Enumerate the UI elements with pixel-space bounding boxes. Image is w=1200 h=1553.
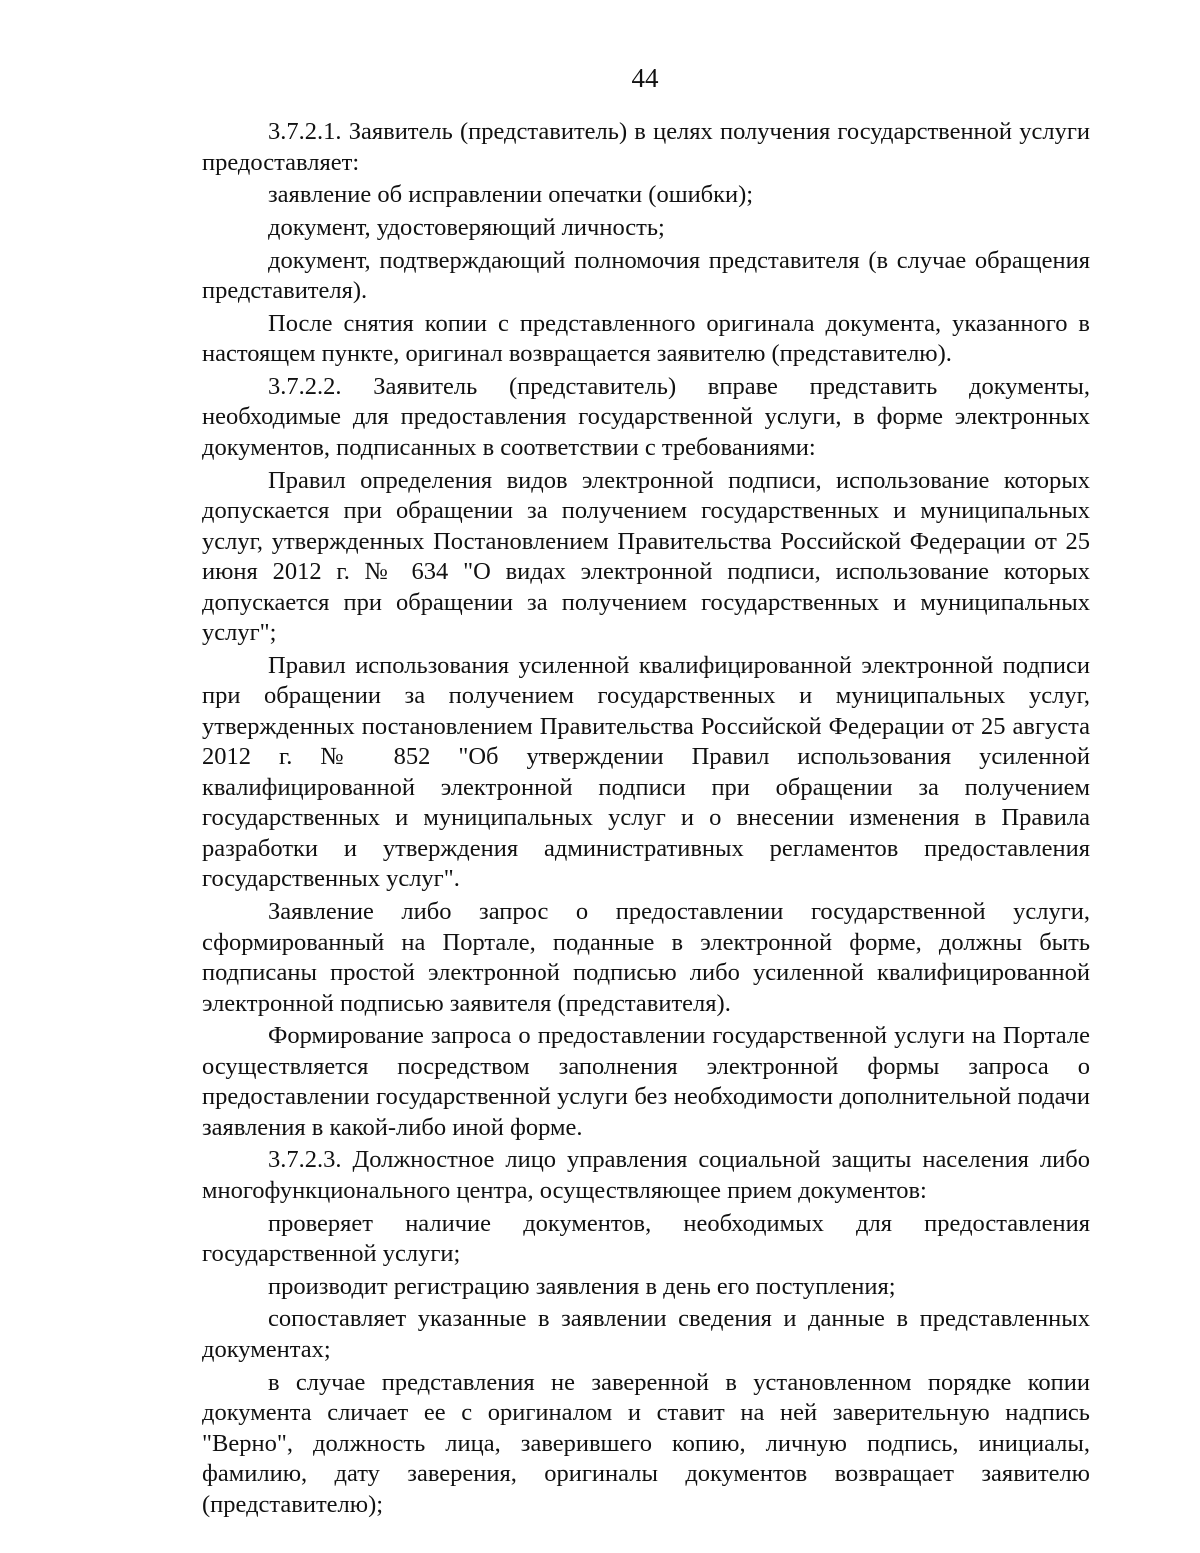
paragraph-3-7-2-1: 3.7.2.1. Заявитель (представитель) в целях получения государственной услуги предоставляет: bbox=[202, 118, 1090, 176]
page-number: 44 bbox=[631, 63, 659, 93]
paragraph-3-7-2-2: 3.7.2.2. Заявитель (представитель) вправе представить документы, необходимые для предоставления государственной услуги, в форме электронных документов, подписанных в соответствии с требованиями: bbox=[202, 372, 1090, 461]
paragraph-3-7-2-3: 3.7.2.3. Должностное лицо управления социальной защиты населения либо многофункционального центра, осуществляющее прием документов: bbox=[202, 1146, 1090, 1204]
paragraph-original-returned: После снятия копии с представленного оригинала документа, указанного в настоящем пункте, оригинал возвращается заявителю (представителю). bbox=[202, 309, 1090, 368]
list-item-application: заявление об исправлении опечатки (ошибки); bbox=[268, 181, 754, 209]
list-item-registers-application: производит регистрацию заявления в день его поступления; bbox=[268, 1272, 896, 1300]
paragraph-portal-request: Формирование запроса о предоставлении государственной услуги на Портале осуществляется посредством заполнения электронной формы запроса о предоставлении государственной услуги без необходимости дополнительной подачи заявления в какой-либо иной форме. bbox=[202, 1022, 1090, 1141]
document-body bbox=[202, 117, 1090, 1520]
list-item-rules-signature-types: Правил определения видов электронной подписи, использование которых допускается при обращении за получением государственных и муниципальных услуг, утвержденных Постановлением Правительства Российской Федерации от 25 июня 2012 г. № 634 "О видах электронной подписи, использование которых допускается при обращении за получением государственных и муниципальных услуг"; bbox=[202, 466, 1090, 647]
list-item-identity-document: документ, удостоверяющий личность; bbox=[268, 213, 665, 241]
list-item-compares-data: сопоставляет указанные в заявлении сведения и данные в представленных документах; bbox=[202, 1305, 1090, 1363]
list-item-rules-qualified-signature: Правил использования усиленной квалифицированной электронной подписи при обращении за получением государственных и муниципальных услуг, утвержденных постановлением Правительства Российской Федерации от 25 августа 2012 г. № 852 "Об утверждении Правил использования усиленной квалифицированной электронной подписи при обращении за получением государственных и муниципальных услуг и о внесении изменения в Правила разработки и утверждения административных регламентов предоставления государственных услуг". bbox=[202, 651, 1090, 893]
list-item-authority-document: документ, подтверждающий полномочия представителя (в случае обращения представителя). bbox=[202, 246, 1090, 305]
list-item-certifies-copy: в случае представления не заверенной в установленном порядке копии документа сличает ее с оригиналом и ставит на ней заверительную надпись "Верно", должность лица, заверившего копию, личную подпись, инициалы, фамилию, дату заверения, оригиналы документов возвращает заявителю (представителю); bbox=[202, 1368, 1090, 1518]
list-item-checks-documents: проверяет наличие документов, необходимых для предоставления государственной услуги; bbox=[202, 1209, 1090, 1268]
paragraph-portal-signature: Заявление либо запрос о предоставлении государственной услуги, сформированный на Портале, поданные в электронной форме, должны быть подписаны простой электронной подписью либо усиленной квалифицированной электронной подписью заявителя (представителя). bbox=[202, 898, 1090, 1017]
